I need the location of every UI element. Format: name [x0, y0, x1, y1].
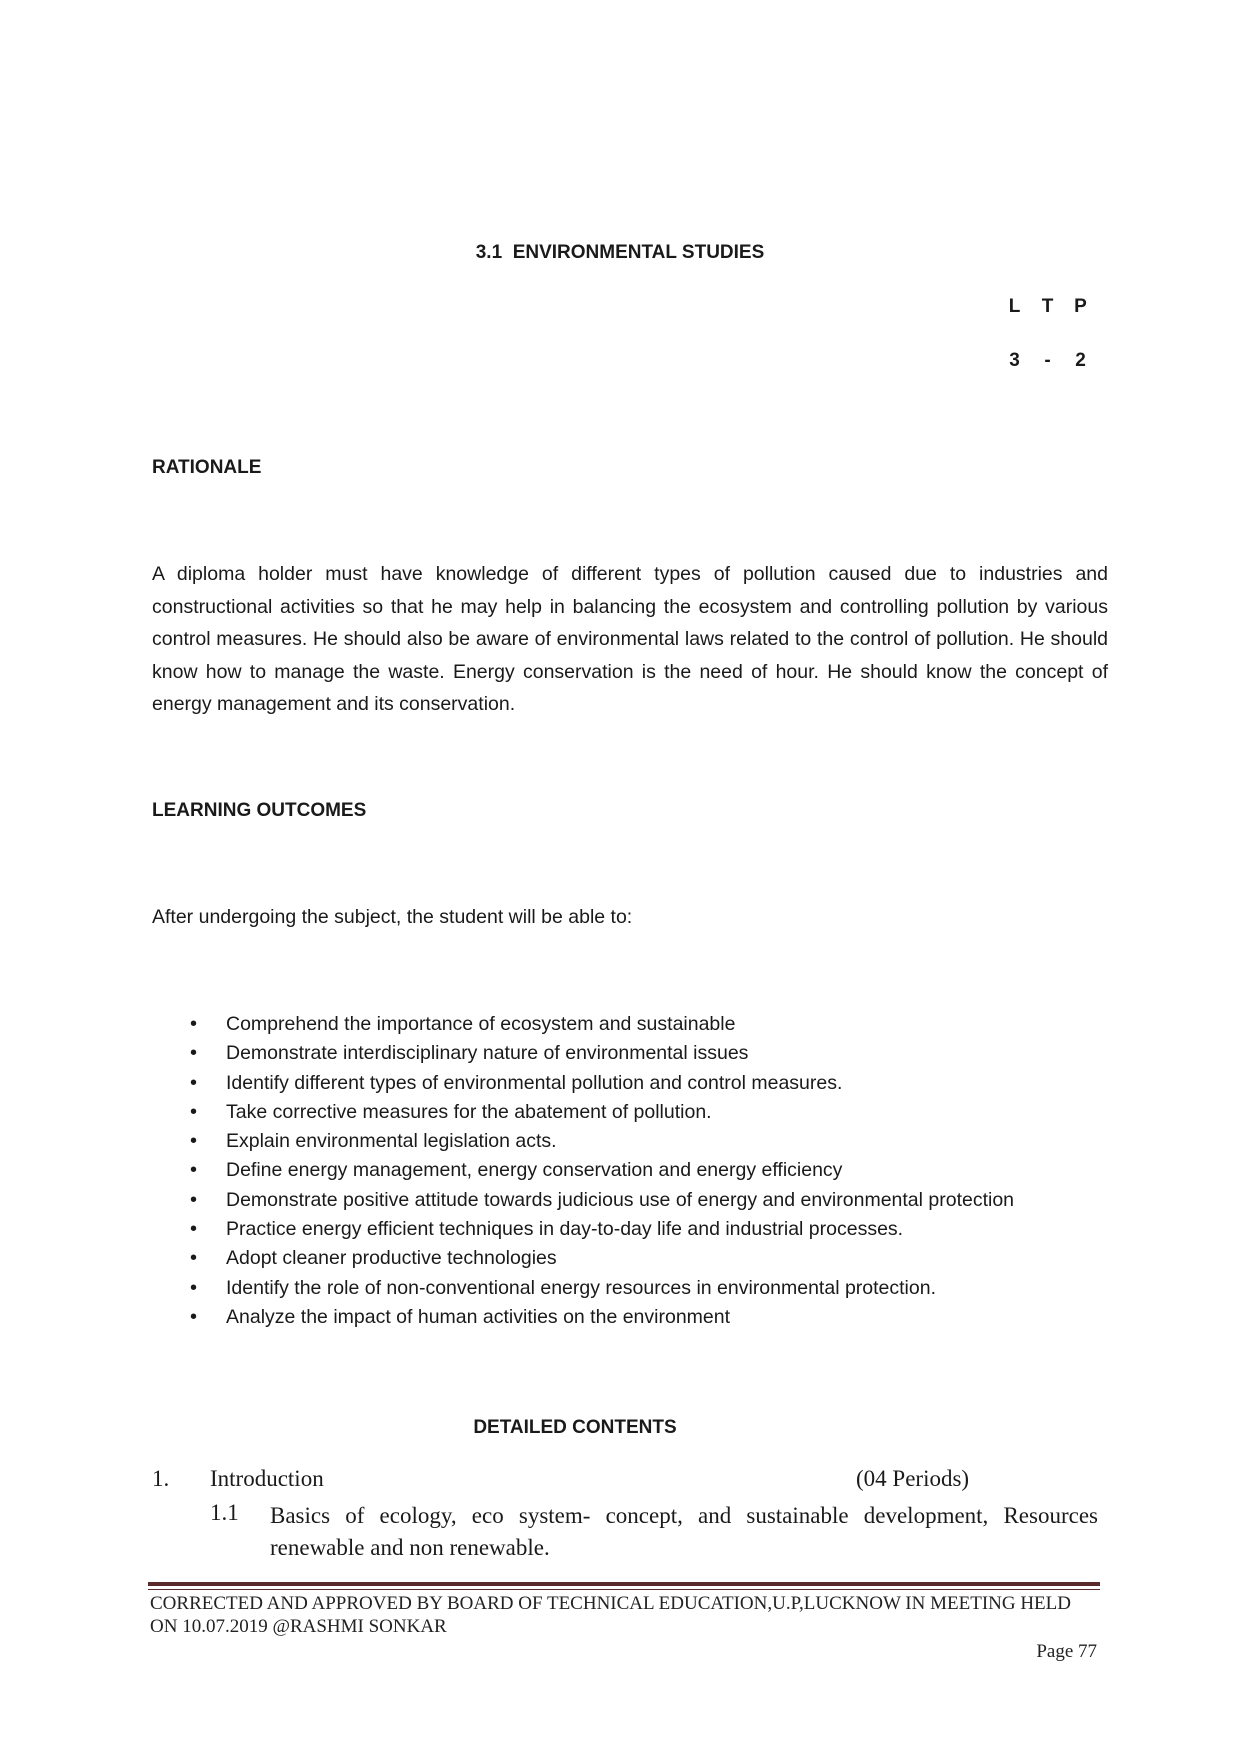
bullet-icon: •: [190, 1100, 198, 1123]
ltp-value-t: -: [1044, 350, 1051, 371]
ltp-label-l: L: [1008, 296, 1021, 317]
outcome-text: Comprehend the importance of ecosystem and sustainable: [226, 1013, 736, 1035]
bullet-icon: •: [190, 1276, 198, 1299]
list-item: [190, 1215, 1099, 1243]
outcome-text: Identify the role of non-conventional energy resources in environmental protection.: [226, 1276, 936, 1299]
unit-periods: (04 Periods): [856, 1466, 970, 1491]
list-item: [190, 1010, 1099, 1038]
detailed-contents-heading: DETAILED CONTENTS: [473, 1417, 677, 1438]
outcome-text: Identify different types of environmental pollution and control measures.: [226, 1071, 843, 1094]
ltp-value-l: 3: [1009, 350, 1020, 371]
page-number: Page 77: [1036, 1641, 1097, 1662]
list-item: [190, 1039, 1099, 1067]
bullet-icon: •: [190, 1071, 198, 1094]
unit-number: 1.: [152, 1466, 170, 1491]
list-item: [190, 1156, 1099, 1184]
list-item: [190, 1274, 1099, 1302]
list-item: [190, 1127, 1099, 1155]
bullet-icon: •: [190, 1130, 198, 1153]
list-item: [190, 1098, 1099, 1126]
outcome-text: Define energy management, energy conservation and energy efficiency: [226, 1159, 843, 1182]
ltp-value-p: 2: [1075, 350, 1086, 371]
unit-title: Introduction: [210, 1466, 324, 1491]
outcome-text: Adopt cleaner productive technologies: [226, 1247, 557, 1270]
bullet-icon: •: [190, 1188, 198, 1211]
outcome-text: Demonstrate interdisciplinary nature of environmental issues: [226, 1042, 749, 1065]
course-title: 3.1 ENVIRONMENTAL STUDIES: [475, 242, 765, 263]
bullet-icon: •: [190, 1305, 198, 1328]
footer-divider: [148, 1582, 1100, 1586]
subtopic-number: 1.1: [210, 1500, 239, 1525]
learning-outcomes-intro: After undergoing the subject, the student will be able to:: [152, 906, 633, 928]
learning-outcomes-heading: LEARNING OUTCOMES: [152, 800, 367, 821]
subtopic-text: Basics of ecology, eco system- concept, and sustainable development, Resources renewable and non renewable.: [270, 1503, 1098, 1560]
bullet-icon: •: [190, 1159, 198, 1182]
list-item: [190, 1069, 1099, 1097]
rationale-heading: RATIONALE: [152, 457, 262, 478]
rationale-text: A diploma holder must have knowledge of different types of pollution caused due to industries and constructional activities so that he may help in balancing the ecosystem and controlling pollution by various control measures. He should also be aware of environmental laws related to the control of pollution. He should know how to manage the waste. Energy conservation is the need of hour. He should know the concept of energy management and its conservation.: [152, 563, 1108, 716]
outcome-text: Demonstrate positive attitude towards judicious use of energy and environmental protection: [226, 1188, 1015, 1211]
bullet-icon: •: [190, 1247, 198, 1270]
ltp-label-t: T: [1041, 296, 1054, 317]
ltp-labels: [998, 296, 1097, 318]
list-item: [190, 1244, 1099, 1272]
bullet-icon: •: [190, 1042, 198, 1065]
footer-note: CORRECTED AND APPROVED BY BOARD OF TECHNICAL EDUCATION,U.P,LUCKNOW IN MEETING HELD ON 10.07.2019 @RASHMI SONKAR: [150, 1593, 1071, 1637]
ltp-label-p: P: [1074, 296, 1087, 317]
ltp-values: [998, 350, 1097, 372]
learning-outcomes-list: [190, 1010, 1099, 1332]
outcome-text: Practice energy efficient techniques in day-to-day life and industrial processes.: [226, 1218, 904, 1241]
outcome-text: Take corrective measures for the abatement of pollution.: [226, 1100, 712, 1123]
list-item: [190, 1186, 1099, 1214]
list-item: [190, 1303, 1099, 1331]
footer-divider-thin: [148, 1589, 1100, 1590]
outcome-text: Analyze the impact of human activities on the environment: [226, 1305, 731, 1328]
bullet-icon: •: [190, 1013, 198, 1035]
outcome-text: Explain environmental legislation acts.: [226, 1130, 557, 1153]
bullet-icon: •: [190, 1218, 198, 1241]
